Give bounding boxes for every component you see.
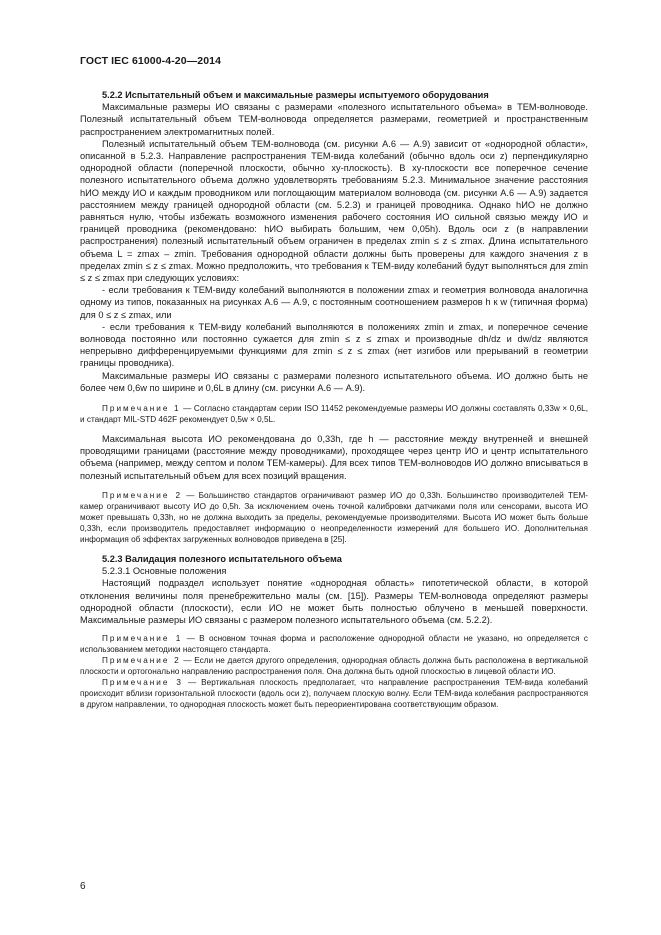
section-523-paragraph-1: Настоящий подраздел использует понятие «однородная область» гипотетической области, в которой отклонения величины поля пренебрежительно малы (см. [15]). Размеры ТЕМ-волновода определяют размеры однородной области (плоскости), если ИО не может быть полностью облучено в меньшей поверхности. Максимальные размеры ИО связаны с размером полезного испытательного объема (см. 5.2.2).	[80, 578, 588, 625]
section-522-note-2	[80, 490, 588, 545]
note-text: — Если не дается другого определения, однородная область должна быть расположена в вертикальной плоскости и ортогонально направлению распространения поля. Она должна быть одной плоскостью в лицевой области ИО.	[80, 656, 588, 677]
note-text: — Согласно стандартам серии ISO 11452 рекомендуемые размеры ИО должны составлять 0,33w × 0,6L, и стандарт MIL-STD 462F рекомендует 0,5w × 0,5L.	[80, 404, 589, 425]
section-523-note-1	[80, 633, 588, 655]
section-523-note-2	[80, 655, 588, 677]
section-522-paragraph-1: Максимальные размеры ИО связаны с размерами «полезного испытательного объема» в ТЕМ-волноводе. Полезный испытательный объем ТЕМ-волновода определяется размерами, геометрией и пространственным распространением электромагнитных полей.	[80, 102, 588, 137]
note-label: Примечание 2	[102, 490, 183, 500]
note-label: Примечание 3	[102, 678, 183, 688]
page-number: 6	[80, 881, 86, 892]
note-label: Примечание 1	[102, 404, 181, 414]
note-label: Примечание 1	[102, 634, 183, 644]
section-522-note-1	[80, 403, 588, 425]
document-header: ГОСТ IEC 61000-4-20—2014	[80, 55, 222, 67]
note-label: Примечание 2	[102, 656, 181, 666]
note-text: — Вертикальная плоскость предполагает, что направление распространения ТЕМ-вида колебаний происходит вблизи горизонтальной плоскости (вдоль оси z), получаем плоскую волну. Если ТЕМ-вида колебания распространяются в другом направлении, то однородная плоскость может быть переориентирована соответствующим образом.	[80, 678, 588, 710]
section-523-heading: 5.2.3 Валидация полезного испытательного объема	[102, 553, 342, 564]
section-522-paragraph-3: Максимальные размеры ИО связаны с размерами полезного испытательного объема. ИО должно быть не более чем 0,6w по ширине и 0,6L в длину (см. рисунки А.6 — А.9).	[80, 370, 588, 393]
note-text: — Большинство стандартов ограничивают размер ИО до 0,33h. Большинство производителей ТЕМ-камер ограничивают высоту ИО до 0,5h. За исключением очень точной калибровки датчиками поля или сенсорами, высота ИО может превышать 0,33h, но не должна выходить за пределы, рекомендуемые производителями. Высота ИО может быть больше 0,33h, если производитель предоставляет информацию о неопределенности измерений для большего ИО. Дополнительная информация об эффектах загруженных волноводов приведена в [25].	[80, 490, 588, 544]
section-522-heading: 5.2.2 Испытательный объем и максимальные размеры испытуемого оборудования	[102, 90, 489, 100]
section-522-paragraph-2: Полезный испытательный объем ТЕМ-волновода (см. рисунки А.6 — А.9) зависит от «однородной области», описанной в 5.2.3. Направление распространения ТЕМ-вида колебаний (обычно вдоль оси z) перпендикулярно однородной области (поперечной плоскости, обычно xy-плоскость). В xy-плоскости все поперечное сечение полезного испытательного объема должно удовлетворять требованиям 5.2.3. Минимальное значение расстояния hИО между ИО и каждым проводником или поглощающим материалом волновода (см. рисунки А.6 — А.9) задается расстоянием между границей однородной области (см. 5.2.3) и границей проводника. Однако hИО не должно равняться нулю, чтобы избежать возможного изменения рабочего состояния ИО сильной связью между ИО и границей проводника (рекомендовано: hИО выбирать большим, чем 0,05h). Вдоль оси z (в направлении распространения) полезный испытательный объем ограничен в пределах zmin ≤ z ≤ zmax. Длина испытательного объема L = zmax – zmin. Требования однородной области должны быть проверены для каждого значения z в пределах zmin ≤ z ≤ zmax. Можно предположить, что требования к ТЕМ-виду колебаний будут выполняться для zmin ≤ z ≤ zmax при следующих условиях:	[80, 138, 588, 284]
note-text: — В основном точная форма и расположение однородной области не указано, но определяется с использованием методики настоящего стандарта.	[80, 634, 589, 655]
section-523-note-3	[80, 677, 588, 710]
section-522-paragraph-4: Максимальная высота ИО рекомендована до 0,33h, где h — расстояние между внутренней и внешней проводящими границами (расстояние между проводниками), проходящее через центр ИО и центр испытательного объема (например, между септом и полом ТЕМ-камеры). Для всех типов ТЕМ-волноводов ИО должно вписываться в полезный испытательный объем для всех позиций вращения.	[80, 434, 588, 481]
section-5231-heading: 5.2.3.1 Основные положения	[102, 566, 227, 577]
section-522-bullet-1: - если требования к ТЕМ-виду колебаний выполняются в положении zmax и геометрия волновода аналогична одному из типов, показанных на рисунках А.6 — А.9, с постоянным соотношением размеров h к w (типичная форма) для 0 ≤ z ≤ zmax, или	[80, 285, 588, 320]
document-body	[80, 89, 588, 710]
section-522-bullet-2: - если требования к ТЕМ-виду колебаний выполняются в положениях zmin и zmax, и поперечное сечение волновода постоянно или постоянно сужается для zmin ≤ z ≤ zmax и производные dh/dz и dw/dz являются непрерывно дифференцируемыми функциями для zmin ≤ z ≤ zmax (нет изгибов или прерываний в геометрии границы проводника).	[80, 321, 588, 369]
